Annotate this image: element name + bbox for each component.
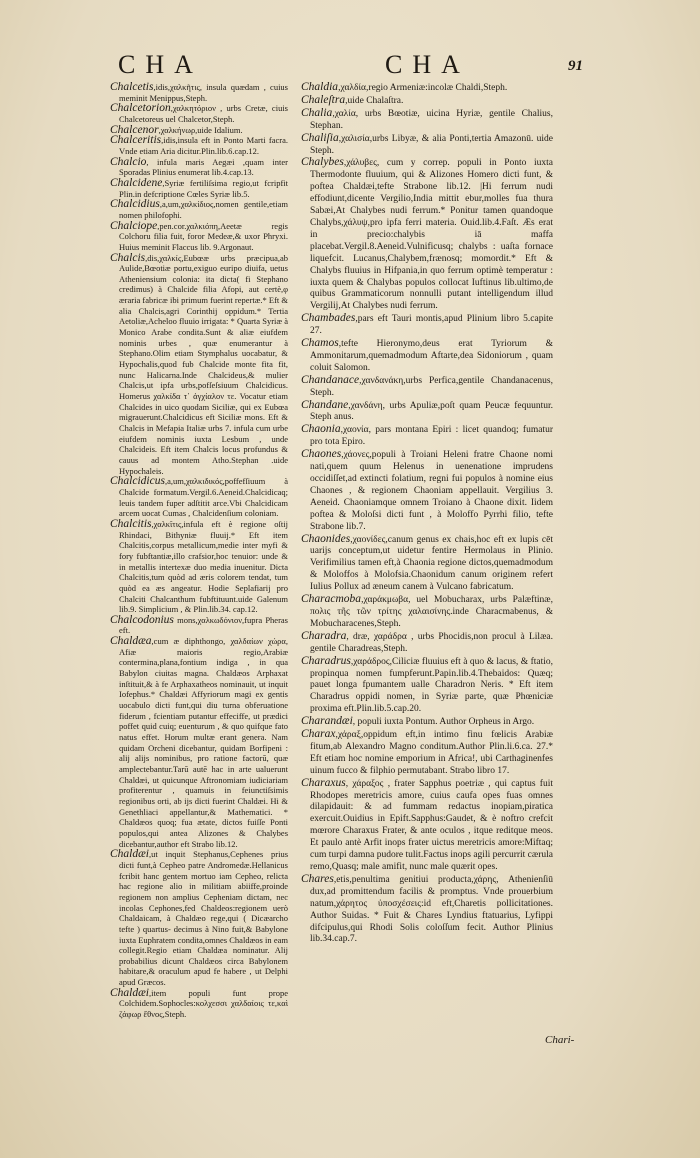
entry-headword: Chalcitis bbox=[110, 517, 152, 530]
dictionary-entry bbox=[301, 400, 553, 425]
entry-text: ,χαλία, urbs Bœotiæ, uicina Hyriæ, gentile Chalius, Stephan. bbox=[310, 108, 553, 131]
entry-text: ,χαλκῖτις,infula eft è regione oſtij Rhindaci, Bithyniæ fluuij.* Eft item Chalcitis,corpus metallicum,medie inter myfi & fory fubftantiæ,illo crafsior,hoc tenuior: unde & in metallis intertexæ duo media inuenitur. Dicta Chalcitis,tum quòd ad æris colorem tendat, tum quòd ea æs angeatur. Hodie Seplafiarij pro Chalciti Chalcanthum fubftituunt.uide Galenum lib.9. Simplicium , & Plin.lib.34. cap.12. bbox=[119, 518, 288, 615]
running-header bbox=[0, 50, 700, 80]
dictionary-entry bbox=[110, 849, 288, 988]
entry-headword: Chalcidicus bbox=[110, 475, 165, 488]
dictionary-entry bbox=[110, 221, 288, 253]
dictionary-entry bbox=[301, 778, 553, 874]
entry-text: ,pars eft Tauri montis,apud Plinium libro 5.capite 27. bbox=[310, 314, 553, 337]
entry-headword: Charadrus bbox=[301, 654, 351, 667]
entry-text: ,χάλυβες, cum y correp. populi in Ponto iuxta Thermodonte fluuium, qui & Alizones Homero dicti funt, & poftea Chaldæi,tefte Strabone lib.12. |Hi ferrum nudi effodiunt,dicente Vergilio,India mittit ebur,molles fua thura Sabæi,At Chalybes nudi ferrum.* Ponitur tamen quandoque Chalybs,χάλυψ,pro ipfa ferri materia. Ouid.lib.4.Faſt. Æs erat in precio:chalybis iā maffa placebat.Vergil.8.Aeneid.Vulnificusq; chalybs : uaſta fornace liquefcit. Lucanus,Chalybem,frænosq; momordit.* Eft & Chalybs fluuius in Hifpania,in quo ferrum optimè temperatur : iuxta quem & Chalybas populos collocat Iuftinus lib.ultimo,de quibus Grammaticorum nonnulli putant intelligendum illud Vergilij,At Chalybes nudi ferrum. bbox=[310, 158, 553, 312]
entry-headword: Chalybes bbox=[301, 156, 344, 169]
column-divider bbox=[296, 82, 297, 1042]
catchword: Chari- bbox=[545, 1034, 575, 1046]
dictionary-entry bbox=[301, 338, 553, 375]
entry-text: ,a,um,χαλκίδιος,nomen gentile,etiam nomen philofophi. bbox=[119, 199, 288, 220]
dictionary-entry bbox=[110, 157, 288, 178]
entry-headword: Chalcodonius bbox=[110, 613, 174, 626]
dictionary-entry bbox=[301, 594, 553, 631]
dictionary-entry bbox=[301, 534, 553, 595]
entry-text: ,χαλκητόριον , urbs Cretæ, ciuis Chalcetoreus uel Chalcetor,Steph. bbox=[119, 103, 288, 124]
dictionary-entry bbox=[301, 424, 553, 449]
entry-headword: Chalciope bbox=[110, 219, 158, 232]
entry-headword: Chalcis bbox=[110, 251, 146, 264]
entry-text: ,χανδανάκη,urbs Perfica,gentile Chandanacenus, Steph. bbox=[310, 375, 553, 398]
entry-headword: Charandæi bbox=[301, 715, 353, 728]
entry-text: ,χαλκήνωρ,uide Idalium. bbox=[158, 124, 243, 135]
entry-text: , χάραξος , frater Sapphus poetriæ , qui captus fuit Rhodopes meretricis amore, cuius caufa opes fuas omnes dilapidauit: & ad fummam redactus inopiam,piratica exercuit.Ouidius in Epift.Sapphus:Gaudet, & è noftro crefcit mœrore Charaxus Frater, & ante oculos , itque reditque meos. Et paulo antè Arfit inops frater uictus meretricis amore:Miftaq; cum turpi damna pudore tulit.Factus inops agili percurrit cærula remo,Quasq; male amifit, nunc male quærit opes. bbox=[310, 778, 553, 872]
dictionary-entry bbox=[110, 82, 288, 103]
entry-headword: Characmoba bbox=[301, 593, 362, 606]
entry-text: ,χαονία, pars montana Epiri : licet quandoq; fumatur pro tota Epiro. bbox=[310, 425, 553, 448]
entry-headword: Chamos bbox=[301, 337, 339, 350]
dictionary-entry bbox=[110, 135, 288, 156]
entry-text: ,item populi funt prope Colchidem.Sophocles:κολχεσσι χαλδαίοις τε,καὶ ζάφωρ ἔθνος,Steph. bbox=[119, 987, 288, 1020]
entry-headword: Chalceritis bbox=[110, 134, 162, 147]
dictionary-entry bbox=[110, 519, 288, 615]
dictionary-entry bbox=[301, 95, 553, 108]
entry-text: ,etis,penultima genitiui producta,χάρης, Athenienſiū dux,ad promittendum facilis & promptus. Vnde prouerbium natum,χάρητος ὑποσχέσεις:id eft,Charetis pollicitationes. Author Suidas. * Fuit & Chares Lyndius ftatuarius, Lyfippi difcipulus,qui Rhodi Solis coloſſum fecit. Author Plinius lib.34.cap.7. bbox=[310, 874, 553, 945]
dictionary-entry bbox=[110, 199, 288, 220]
entry-headword: Chalcetis bbox=[110, 81, 154, 93]
entry-text: ,a,um,χαλκιδικός,poffefſiuum à Chalcide formatum.Vergil.6.Aeneid.Chalcidicaq; leuis tandem fuper adſtitit arce.Vbi Chalcidicam arcem uocat Cumas , Chalcidenſium coloniam. bbox=[119, 476, 288, 519]
entry-headword: Chaones bbox=[301, 448, 342, 461]
entry-headword: Chalcidene bbox=[110, 176, 163, 189]
entry-text: ,Syriæ fertiliſsima regio,ut fcripfit Plin.in defcriptione Cœles Syriæ lib.5. bbox=[119, 177, 288, 199]
entry-text: ,tefte Hieronymo,deus erat Tyriorum & Ammonitarum,quemadmodum Aftarte,dea Sidoniorum , quam coluit Salomon. bbox=[310, 339, 553, 373]
entry-text: ,χαράδρος,Ciliciæ fluuius eft à quo & lacus, & ftatio, propinqua nomen fumpferunt.Papin.lib.4.Thebaidos: Quæq; pauet longa fpumantem ualle Charadron Neris. * Eft item Charadrus oppidi nomen, in Syriæ parte, quæ Phœniciæ proxima eft.Plin.lib.5.cap.20. bbox=[310, 656, 553, 715]
entry-text: ,χαονίδες,canum genus ex chais,hoc eft ex lupis cēt uarijs conceptum,ut uidetur fentire Hermolaus in Plinio. Verifimilius tamen eft,à Chaonia regione dictos,quemadmodum & Moloffos à Molofsia.Chaonidum canum originem refert Iulius Pollux ad æneum canem à Vulcano fabricatum. bbox=[310, 534, 553, 593]
entry-text: ,χανδάνη, urbs Apuliæ,poſt quam Peucæ fequuntur. Steph anus. bbox=[310, 400, 553, 423]
entry-headword: Chaonia bbox=[301, 423, 341, 436]
dictionary-entry bbox=[301, 716, 553, 729]
left-column-heading: CHA bbox=[118, 50, 203, 79]
entry-headword: Chaonides bbox=[301, 532, 351, 545]
entry-headword: Chaldæi bbox=[110, 848, 149, 861]
entry-headword: Charadra bbox=[301, 629, 347, 642]
entry-text: mons,χαλκωδόνιον,fupra Pheras eft. bbox=[119, 614, 288, 636]
entry-text: ,χαλδία,regio Armeniæ:incolæ Chaldi,Steph. bbox=[338, 83, 508, 93]
entry-headword: Chalia bbox=[301, 106, 333, 119]
entry-text: ,χάονες,populi à Troiani Heleni fratre Chaone nomi nati,quem quum Helenus in uenenatione imprudens occidiſſet,ad extincti folatium, regni fui populos à nomine eius Chaones , & regionem Chaoniam appellauit. Vergilius 3. Aeneid. Chaoniamque omnem Troiano à Chaone dixit. Iidem poftea & Moloſsi dicti funt , à Moloffo Pyrrhi filio, tefte Strabone lib.7. bbox=[310, 450, 553, 532]
entry-text: , populi iuxta Pontum. Author Orpheus in Argo. bbox=[352, 717, 535, 728]
entry-headword: Chandane bbox=[301, 398, 349, 411]
dictionary-entry bbox=[301, 874, 553, 946]
dictionary-entry bbox=[110, 615, 288, 636]
entry-headword: Chares bbox=[301, 872, 334, 885]
page-number: 91 bbox=[568, 58, 583, 74]
dictionary-entry bbox=[301, 449, 553, 533]
dictionary-entry bbox=[110, 476, 288, 519]
dictionary-entry bbox=[301, 157, 553, 313]
dictionary-entry bbox=[110, 103, 288, 124]
dictionary-entry bbox=[301, 729, 553, 778]
entry-headword: Chalcio bbox=[110, 155, 147, 168]
entry-text: ,dis,χαλκίς,Eubœæ urbs præcipua,ab Aulide,Bœotiæ portu,exiguo euripo diuifa, uetus Atheniensium colonia: ita dicta( fi Stephano credimus) à Chalcide filia Afopi, aut certè,φ æraria fabricæ ibi primum fuerint repertæ.* Eft & alia Chalcis,agri Corinthij oppidum.* Tertia Aetoliæ,Acheloo fluuio irrigata: * Quarta Syriæ à Monico Arabe condita.Sunt & aliæ eiufdem nominis urbes , quæ enumerantur à Stephano.Olim etiam Stymphalus uocabatur, & Hypochalis,quod fub Chalcide monte fita fit, nunc Halicarna.Inde Chalcideus,& mulier Chalcis,ut ipfa urbs,pofſeſsiuum Chalcidicus. Homerus χαλκίδα τ᾽ ἀγχίαλον τε. Vocatur etiam Chalcides in uico quodam Siciliæ, qui ex Eubœa migrauerunt.Chalcidicus eft Siciliæ mons. Eft & Chalcis in Mefapia Italiæ urbs 7. infula cum urbe eiufdem nominis iuxta Lesbum , unde Chalcideis. Eft item Chalcis locus profundus & cauus ad montem Atho.Stephan .uide Hypochaleis. bbox=[119, 252, 289, 476]
dictionary-entry bbox=[301, 656, 553, 717]
entry-headword: Chaldia bbox=[301, 81, 339, 93]
dictionary-entry bbox=[301, 108, 553, 133]
entry-headword: Charax bbox=[301, 728, 336, 741]
entry-headword: Chambades bbox=[301, 312, 356, 325]
entry-headword: Chalcenor bbox=[110, 123, 159, 136]
entry-text: , dræ, χαράδρα , urbs Phocidis,non procul à Lilæa. gentile Charadreas,Steph. bbox=[310, 631, 553, 654]
entry-headword: Chaliſia bbox=[301, 131, 339, 144]
entry-text: ,uide Chalaſtra. bbox=[345, 95, 404, 106]
entry-headword: Chaldæi bbox=[110, 986, 149, 999]
entry-text: ,idis,insula eft in Ponto Marti facra. Vnde etiam Aria dicitur.Plin.lib.6.cap.12. bbox=[119, 135, 288, 156]
dictionary-entry bbox=[301, 133, 553, 158]
dictionary-entry bbox=[110, 178, 288, 199]
dictionary-entry bbox=[110, 988, 288, 1020]
right-column bbox=[301, 82, 553, 946]
entry-text: ,cum æ diphthongo, χαλδαίων χώρα, Afiæ maioris regio,Arabiæ contermina,plana,fontium indiga , in qua Babylon ciuitas magna. Chaldæos Arphaxat inſtituit,& à fe Arphaxatheos nominauit, ut inquit Iofephus.* Chaldæi Affyriorum magi ex gentis uocabulo dicti funt,qui diu turna obferuatione fiderum , fcientiam putantur effeciffe, ut prædici poffet quid cuiq; euenturum , & quo quifque fato natus effet. Horum multæ erant genera. Nam quidam Orcheni dicebantur, quidam Borfipeni : alij alijs nominibus, pro ratione factorū, quæ amplectebantur.Tarū autē hac in arte ualuerunt Chaldæi, ut quicunque Aftronomiam iudiciariam profiterentur , quamuis in feiunctiſsimis regionibus orti, ab ijs dicti fuerint Chaldæi. Hi & Genethliaci appellantur,& Mathematici. * Chaldæos quoq; fua ætate, dictos fuiſſe Ponti populos,qui antea Alizones & Chalybes dicebantur,author eft Strabo lib.12. bbox=[119, 636, 288, 849]
dictionary-entry bbox=[301, 375, 553, 400]
entry-headword: Chaldæa bbox=[110, 635, 152, 648]
entry-text: ,ut inquit Stephanus,Cephenes prius dicti funt,à Cepheo patre Andromedæ.Hellanicus fcribit hanc gentem mortuo iam Cepheo, relicta hac regione alio in militiam abiiffe,proinde regionem non amplius Cepheniam dictam, nec incolas Cephones,fed Chaldeos:regionem uerò Chaldaicam, à Chaldæo rege,qui ( Dicæarcho tefte ) quartus- decimus à Nino fuit,& Babylone iuxta Euphratem condita,omnes Chaldæos in eam collegit.Regio etiam Chaldæa nominatur. Alij probabilius dicunt Chaldæos circa Babylonem habitare,& oraculum apud fe habere , ut Delphi apud Græcos. bbox=[119, 849, 288, 988]
entry-text: ,idis,χαλκῆτις, insula quædam , cuius meminit Menippus,Steph. bbox=[119, 82, 288, 103]
dictionary-entry bbox=[110, 253, 288, 477]
dictionary-entry bbox=[301, 313, 553, 338]
entry-text: ,χάραξ,oppidum eft,in intimo finu fœlicis Arabiæ fitum,ab Alexandro Magno conditum.Author Plin.li.6.ca. 27.* Eft etiam hoc nomine emporium in Africa!, ubi Carthaginenfes uinum fucco & filphio permutabant. Strabo libro 17. bbox=[310, 730, 553, 776]
entry-text: ,χαράκμωβα, uel Mobucharax, urbs Palæftinæ, πολις τῆς τῶν τρίτης χαλαισίνης.inde Characmabenus, & Mobucharacenes,Steph. bbox=[310, 595, 553, 629]
entry-text: ,χαλισία,urbs Libyæ, & alia Ponti,tertia Amazonū. uide Steph. bbox=[310, 133, 553, 156]
entry-text: , infula maris Aegæi ,quam inter Sporadas Plinius enumerat lib.4.cap.13. bbox=[119, 156, 288, 178]
dictionary-entry bbox=[110, 636, 288, 849]
entry-text: ,pen.cor.χαλκιόπη,Aeetæ regis Colchoru filia fuit, foror Medeæ,& uxor Phryxi. Huius meminit Flaccus lib. 9.Argonaut. bbox=[119, 220, 288, 252]
entry-headword: Chalcetorion bbox=[110, 102, 171, 115]
entry-headword: Charaxus bbox=[301, 776, 346, 789]
right-column-heading: CHA bbox=[385, 50, 470, 79]
entry-headword: Chalcidius bbox=[110, 198, 160, 211]
entry-headword: Chandanace bbox=[301, 373, 360, 386]
entry-headword: Chaleſtra bbox=[301, 93, 346, 106]
left-column bbox=[110, 82, 288, 1020]
dictionary-entry bbox=[301, 631, 553, 656]
